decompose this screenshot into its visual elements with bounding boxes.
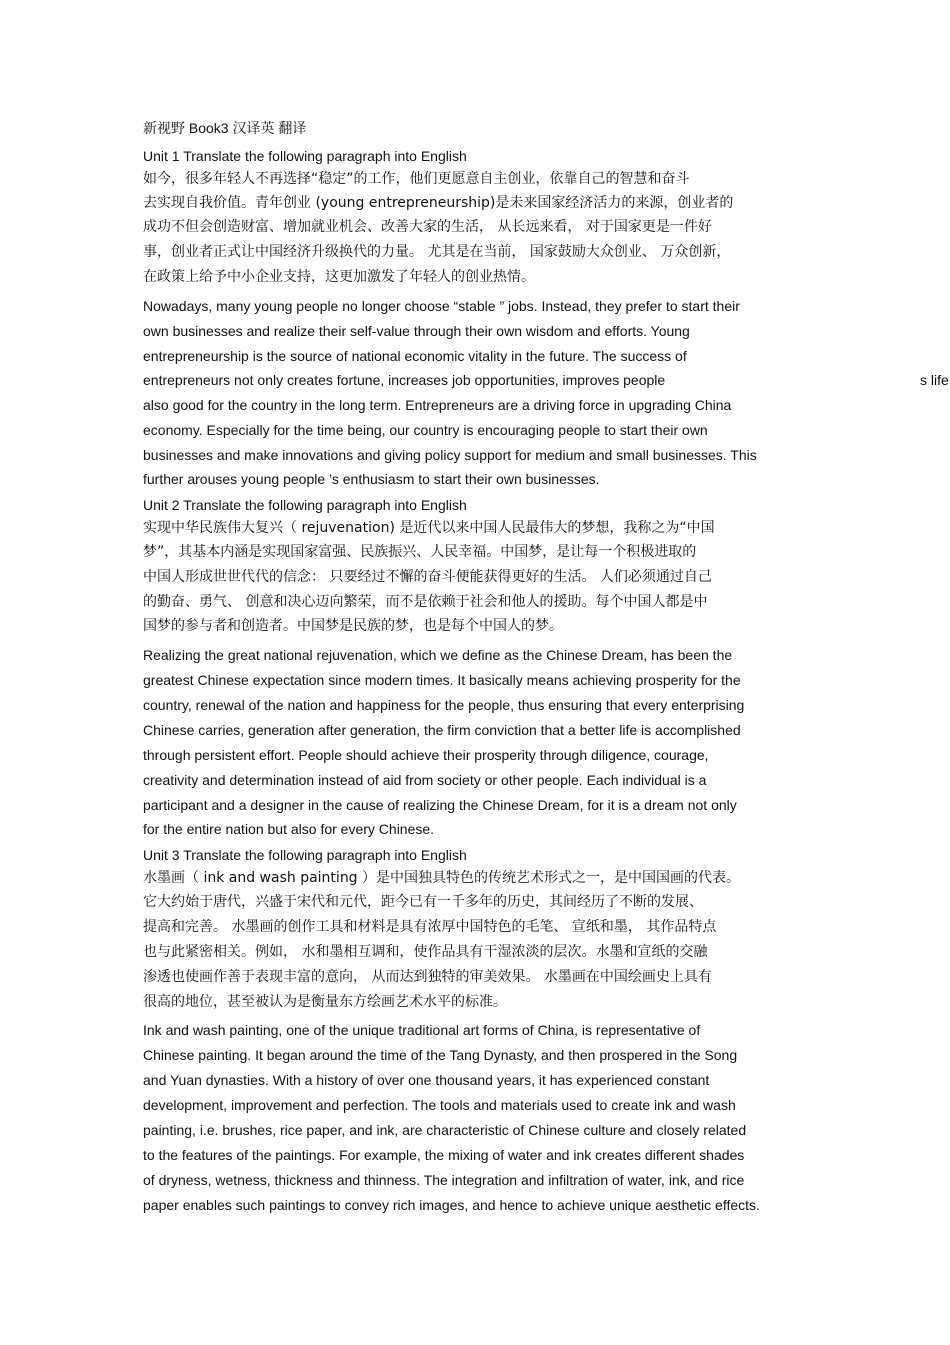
unit-3-english-line: of dryness, wetness, thickness and thinness. The integration and infiltration of water, ink, and rice <box>143 1172 745 1188</box>
unit-3-english-line: Chinese painting. It began around the time of the Tang Dynasty, and then prospered in the Song <box>143 1047 738 1063</box>
unit-2-english-line: Chinese carries, generation after generation, the firm conviction that a better life is accomplished <box>143 722 741 738</box>
unit-2-chinese-line: 实现中华民族伟大复兴（ rejuvenation) 是近代以来中国人民最伟大的梦想，我称之为“中国 <box>143 520 715 536</box>
unit-1-overflow-fragment: s life <box>920 372 949 388</box>
unit-1-chinese-line: 事，创业者正式让中国经济升级换代的力量。 尤其是在当前， 国家鼓励大众创业、 万众创新， <box>143 244 731 260</box>
unit-1-english-line: Nowadays, many young people no longer choose “stable ” jobs. Instead, they prefer to start their <box>143 298 740 314</box>
unit-2-english-line: participant and a designer in the cause of realizing the Chinese Dream, for it is a dream not only <box>143 797 737 813</box>
unit-1-english-line: economy. Especially for the time being, our country is encouraging people to start their own <box>143 422 708 438</box>
unit-3-chinese-line: 水墨画（ ink and wash painting ）是中国独具特色的传统艺术形式之一，是中国国画的代表。 <box>143 870 741 886</box>
unit-3-english-line: to the features of the paintings. For example, the mixing of water and ink creates different shades <box>143 1147 745 1163</box>
unit-3-english-line: Ink and wash painting, one of the unique traditional art forms of China, is representative of <box>143 1022 701 1038</box>
unit-1-heading: Unit 1 Translate the following paragraph into English <box>143 148 467 164</box>
unit-2-heading: Unit 2 Translate the following paragraph into English <box>143 497 467 513</box>
unit-1-chinese-line: 成功不但会创造财富、增加就业机会、改善大家的生活， 从长远来看， 对于国家更是一件好 <box>143 219 712 235</box>
unit-3-chinese-line: 也与此紧密相关。例如， 水和墨相互调和，使作品具有干湿浓淡的层次。水墨和宣纸的交融 <box>143 944 708 960</box>
unit-3-english-line: paper enables such paintings to convey rich images, and hence to achieve unique aesthetic effects. <box>143 1197 760 1213</box>
unit-2-chinese-line: 的勤奋、勇气、 创意和决心迈向繁荣，而不是依赖于社会和他人的援助。每个中国人都是中 <box>143 594 708 610</box>
unit-2-chinese-line: 中国人形成世世代代的信念： 只要经过不懈的奋斗便能获得更好的生活。 人们必须通过自己 <box>143 569 712 585</box>
unit-2-english-line: creativity and determination instead of aid from society or other people. Each individual is a <box>143 772 707 788</box>
unit-1-english-line: businesses and make innovations and giving policy support for medium and small businesses. This <box>143 447 757 463</box>
unit-1-english-line: also good for the country in the long term. Entrepreneurs are a driving force in upgrading China <box>143 397 732 413</box>
unit-2-english-line: country, renewal of the nation and happiness for the people, thus ensuring that every enterprising <box>143 697 745 713</box>
unit-2-english-line: Realizing the great national rejuvenation, which we define as the Chinese Dream, has been the <box>143 647 733 663</box>
unit-3-english-line: development, improvement and perfection. The tools and materials used to create ink and wash <box>143 1097 736 1113</box>
document-title: 新视野 Book3 汉译英 翻译 <box>143 120 307 136</box>
unit-1-chinese-line: 在政策上给予中小企业支持，这更加激发了年轻人的创业热情。 <box>143 269 535 285</box>
unit-2-english-line: greatest Chinese expectation since modern times. It basically means achieving prosperity for the <box>143 672 741 688</box>
unit-3-english-line: painting, i.e. brushes, rice paper, and ink, are characteristic of Chinese culture and closely related <box>143 1122 747 1138</box>
unit-1-chinese-line: 去实现自我价值。青年创业 (young entrepreneurship)是未来国家经济活力的来源，创业者的 <box>143 195 734 211</box>
unit-1-chinese-line: 如今，很多年轻人不再选择“稳定”的工作，他们更愿意自主创业，依靠自己的智慧和奋斗 <box>143 171 690 187</box>
unit-1-english-line: entrepreneurs not only creates fortune, increases job opportunities, improves people <box>143 372 666 388</box>
unit-3-chinese-line: 很高的地位，甚至被认为是衡量东方绘画艺术水平的标准。 <box>143 994 507 1010</box>
unit-3-english-line: and Yuan dynasties. With a history of over one thousand years, it has experienced constant <box>143 1072 710 1088</box>
unit-3-heading: Unit 3 Translate the following paragraph into English <box>143 847 467 863</box>
unit-3-chinese-line: 渗透也使画作善于表现丰富的意向， 从而达到独特的审美效果。 水墨画在中国绘画史上具有 <box>143 969 712 985</box>
unit-3-chinese-line: 提高和完善。 水墨画的创作工具和材料是具有浓厚中国特色的毛笔、 宣纸和墨， 其作品特点 <box>143 919 717 935</box>
unit-1-english-line: own businesses and realize their self-value through their own wisdom and efforts. Young <box>143 323 690 339</box>
unit-1-english-line: further arouses young people ’s enthusiasm to start their own businesses. <box>143 471 600 487</box>
unit-2-english-line: for the entire nation but also for every Chinese. <box>143 821 435 837</box>
unit-2-english-line: through persistent effort. People should achieve their prosperity through diligence, courage, <box>143 747 709 763</box>
unit-1-english-line: entrepreneurship is the source of national economic vitality in the future. The success of <box>143 348 687 364</box>
unit-3-chinese-line: 它大约始于唐代，兴盛于宋代和元代，距今已有一千多年的历史，其间经历了不断的发展、 <box>143 894 703 910</box>
unit-2-chinese-line: 国梦的参与者和创造者。中国梦是民族的梦，也是每个中国人的梦。 <box>143 618 563 634</box>
unit-2-chinese-line: 梦”，其基本内涵是实现国家富强、民族振兴、人民幸福。中国梦，是让每一个积极进取的 <box>143 544 697 560</box>
